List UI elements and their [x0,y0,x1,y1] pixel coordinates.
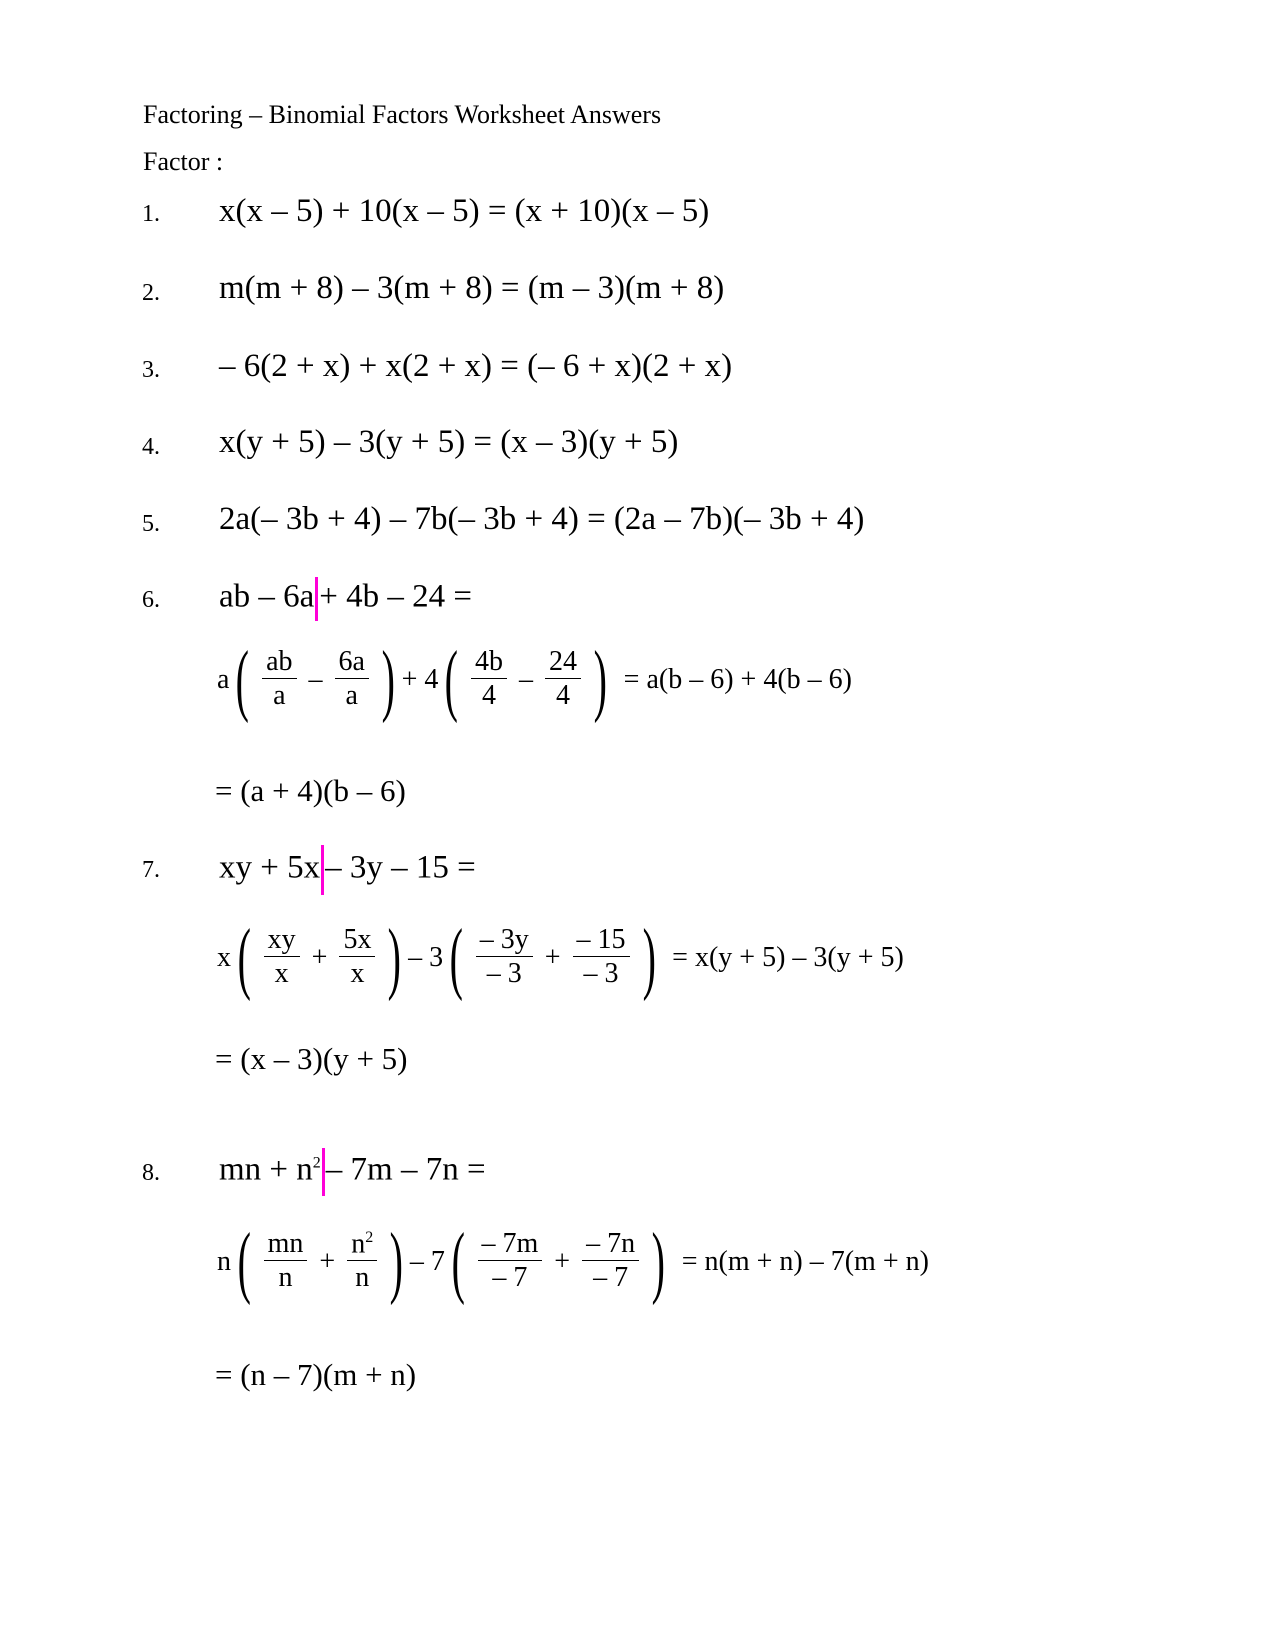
expression-left: mn + n [219,1151,313,1188]
fraction: $\frac{- 7n}{- 7}$ [582,1229,639,1294]
right-paren: ) [593,636,608,724]
expression-right: + 4b – 24 = [319,578,473,615]
factoring-step: n ( $\frac{mn}{n}$ + $\frac{n^2}{n}$ ) – 7 ( $\frac{- 7m}{- 7}$ + $\frac{- 7n}{- 7}$ ) = n(m + n) – 7(m + n) [217,1218,929,1306]
text-cursor [321,845,324,895]
problem-expression [219,1148,486,1196]
right-paren: ) [389,1218,404,1306]
final-answer: = (n – 7)(m + n) [215,1357,417,1392]
left-paren: ( [237,1218,251,1306]
right-paren: ) [381,636,395,724]
fraction: $\frac{- 7m}{- 7}$ [478,1229,543,1294]
problem-number: 3. [142,357,160,383]
problem-number: 8. [142,1160,160,1186]
fraction: $\frac{mn}{n}$ [264,1229,308,1294]
expression-right: – 3y – 15 = [325,849,476,886]
left-paren: ( [236,636,250,724]
step-result: = n(m + n) – 7(m + n) [681,1246,929,1277]
second-factor: – 3 [408,942,444,973]
step-result: = a(b – 6) + 4(b – 6) [623,664,852,695]
step-result: = x(y + 5) – 3(y + 5) [672,942,904,973]
final-answer: = (a + 4)(b – 6) [215,773,406,808]
fraction: $\frac{xy}{x}$ [264,925,300,990]
fraction: $\frac{- 15}{- 3}$ [573,925,630,990]
expression-left: ab – 6a [219,578,315,615]
factoring-step: x ( $\frac{xy}{x}$ + $\frac{5x}{x}$ ) – 3 ( $\frac{- 3y}{- 3}$ + $\frac{- 15}{- 3}$ ) = x(y + 5) – 3(y + 5) [217,914,904,1002]
right-paren: ) [388,914,402,1002]
expression-left: xy + 5x [219,849,321,886]
left-paren: ( [445,636,459,724]
problem-expression: 2a(– 3b + 4) – 7b(– 3b + 4) = (2a – 7b)(– 3b + 4) [219,501,865,537]
problem-expression: – 6(2 + x) + x(2 + x) = (– 6 + x)(2 + x) [219,348,733,384]
problem-expression [219,845,476,895]
right-paren: ) [651,1218,666,1306]
problem-number: 6. [142,587,160,613]
problem-number: 1. [142,201,160,227]
second-factor: + 4 [401,664,439,695]
final-answer: = (x – 3)(y + 5) [215,1041,408,1076]
problem-expression: x(y + 5) – 3(y + 5) = (x – 3)(y + 5) [219,424,679,460]
fraction: $\frac{- 3y}{- 3}$ [476,925,533,990]
fraction: $\frac{24}{4}$ [545,647,581,712]
problem-expression: m(m + 8) – 3(m + 8) = (m – 3)(m + 8) [219,270,725,306]
fraction: $\frac{n^2}{n}$ [347,1229,377,1295]
common-factor: x [217,942,231,973]
problem-number: 2. [142,280,160,306]
problem-expression [219,577,472,621]
text-cursor [322,1148,325,1196]
common-factor: n [217,1246,231,1277]
fraction: $\frac{ab}{a}$ [262,647,296,712]
exponent: 2 [312,1154,321,1172]
exponent: 2 [365,1229,374,1247]
page-title: Factoring – Binomial Factors Worksheet Answers [143,100,662,129]
text-cursor [315,577,318,621]
instruction-label: Factor : [143,147,224,176]
fraction: $\frac{5x}{x}$ [339,925,375,990]
left-paren: ( [451,1218,465,1306]
left-paren: ( [237,914,251,1002]
factoring-step: a ( $\frac{ab}{a}$ – $\frac{6a}{a}$ ) + 4 ( $\frac{4b}{4}$ – $\frac{24}{4}$ ) = a(b – 6) + 4(b – 6) [217,636,852,724]
problem-number: 4. [142,434,160,460]
fraction: $\frac{6a}{a}$ [335,647,369,712]
problem-number: 5. [142,511,160,537]
common-factor: a [217,664,230,695]
right-paren: ) [642,914,656,1002]
second-factor: – 7 [409,1246,445,1277]
left-paren: ( [449,914,464,1002]
problem-expression: x(x – 5) + 10(x – 5) = (x + 10)(x – 5) [219,193,710,229]
fraction: $\frac{4b}{4}$ [471,647,507,712]
expression-right: – 7m – 7n = [325,1151,486,1188]
problem-number: 7. [142,857,160,883]
